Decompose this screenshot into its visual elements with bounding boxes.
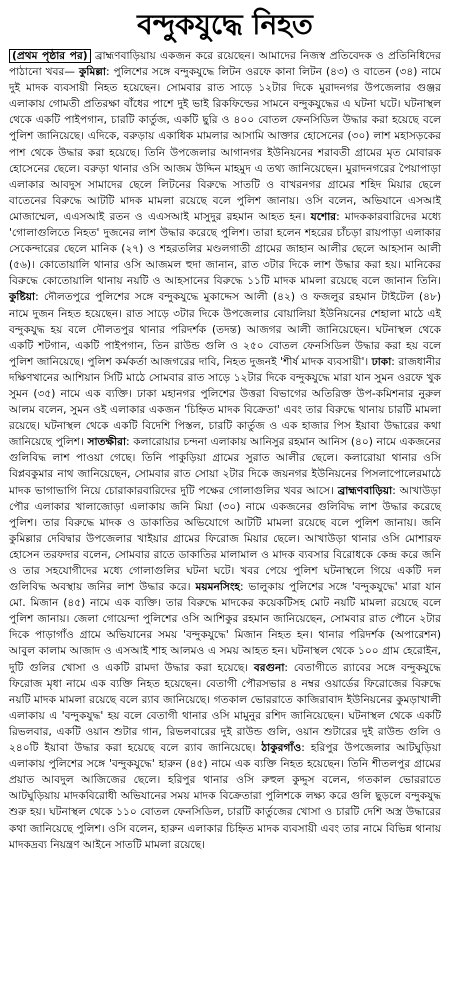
dateline-label: ময়মনসিংহ bbox=[195, 581, 240, 594]
article-segment: : কলারোয়ার চন্দনা এলাকায় আনিসুর রহমান আনিস (৪০) নামে একজনের গুলিবিদ্ধ লাশ পাওয়া গেছে। তিনি পাকুড়িয়া গ্রামের সুরাত আলীর ছেলে। কলারোয়া থানার ওসি বিপ্লবকুমার নাথ জানিয়েছেন, সোমবার রাত সোয়া ২টার দিকে জয়নগর ইউনিয়নের পিসলাপোলেরমাঠে মাদক ভাগাভাগি নিয়ে চোরাকারবারিদের দুটি পক্ষের গোলাগুলির খবর আসে। bbox=[9, 436, 441, 497]
article-segment: : দৌলতপুরে পুলিশের সঙ্গে বন্দুকযুদ্ধে মুকাদ্দেস আলী (৪২) ও ফজলুর রহমান টাইটেল (৪৮) নামে দুজন নিহত হয়েছেন। রাত সাড়ে ৩টার দিকে উপজেলার বোয়ালিয়া ইউনিয়নের শেহালা মাঠে এই বন্দুকযুদ্ধ হয় বলে দৌলতপুর থানার পরিদর্শক (তদন্ত) আজগর আলী জানিয়েছেন। ঘটনাস্থল থেকে একটি শটগান, একটি পাইপগান, তিন রাউন্ড গুলি ও ২৫০ বোতল ফেনসিডিল উদ্ধার করা হয় বলে পুলিশ জানিয়েছে। পুলিশ কর্মকর্তা আজগরের দাবি, নিহত দুজনই 'শীর্ষ মাদক ব্যবসায়ী'। bbox=[9, 291, 441, 368]
article-body bbox=[9, 48, 441, 853]
article-segment: : মাদককারবারিদের মধ্যে 'গোলাগুলিতে নিহত' দুজনের লাশ উদ্ধার করেছে পুলিশ। তারা হলেন শহরের চাঁচড়া রায়পাড়া এলাকার সেকেন্দারের ছেলে মানিক (২৭) ও শহরতলির মণ্ডলগাতী গ্রামের জাহান আলীর ছেলে আহসান আলী (৫৬)। কোতোয়ালি থানার ওসি আজমল হুদা জানান, রাত ৩টার দিকে লাশ উদ্ধার করা হয়। মানিকের বিরুদ্ধে কোতোয়ালি থানায় নয়টি ও আহসানের বিরুদ্ধে ১১টি মাদক মামলা রয়েছে বলে জানান তিনি। bbox=[9, 210, 441, 288]
dateline-label: ব্রাহ্মণবাড়িয়া bbox=[337, 484, 393, 497]
article-segment: : ভালুকায় পুলিশের সঙ্গে 'বন্দুকযুদ্ধে' মারা যান মো. মিজান (৪৫) নামে এক ব্যক্তি। তার বিরুদ্ধে মাদকের কয়েকটিসহ মোট নয়টি মামলা রয়েছে বলে পুলিশ জানায়। জেলা গোয়েন্দা পুলিশের ওসি আশিকুর রহমান জানিয়েছেন, সোমবার রাত পৌনে ২টার দিকে পাড়াগাঁও গ্রামে অভিযানের সময় 'বন্দুকযুদ্ধে' মিজান নিহত হন। থানার পরিদর্শক (অপারেশন) আবুল কালাম আজাদ ও এসআই শাহ আলমও এ সময় আহত হন। ঘটনাস্থল থেকে ১০০ গ্রাম হেরোইন, দুটি গুলির খোসা ও একটি রামদা উদ্ধার করা হয়েছে। bbox=[9, 581, 441, 674]
dateline-label: সাতক্ষীরা bbox=[87, 436, 127, 449]
dateline-label: কুমিল্লা bbox=[79, 66, 106, 79]
dateline-label: যশোর bbox=[310, 210, 337, 223]
headline: বন্দুকযুদ্ধে নিহত bbox=[137, 8, 313, 41]
dateline-label: ঢাকা bbox=[371, 355, 392, 368]
article-segment: : হরিপুর উপজেলার আটঘুড়িয়া এলাকায় পুলিশের সঙ্গে 'বন্দুকযুদ্ধে' হারুন (৪৫) নামে এক ব্যক্তি নিহত হয়েছেন। তিনি শীতলপুর গ্রামের প্রয়াত আবদুল আজিজের ছেলে। হরিপুর থানার ওসি রুহুল কুদ্দুস বলেন, গতকাল ভোররাতে আটঘুড়িয়ায় মাদকবিরোধী অভিযানের সময় মাদক বিক্রেতারা পুলিশকে লক্ষ্য করে গুলি ছুড়লে বন্দুকযুদ্ধ শুরু হয়। ঘটনাস্থল থেকে ১১০ বোতল ফেনসিডিল, চারটি কার্তুজের খোসা ও চারটি দেশি অস্ত্র উদ্ধারের কথা জানিয়েছে পুলিশ। ওসি বলেন, হারুন এলাকার চিহ্নিত মাদক ব্যবসায়ী এবং তার নামে বিভিন্ন থানায় মাদকদ্রব্য নিয়ন্ত্রণ আইনে সাতটি মামলা রয়েছে। bbox=[9, 742, 442, 851]
article-segment: : পুলিশের সঙ্গে বন্দুকযুদ্ধে লিটন ওরফে কানা লিটন (৪৩) ও বাতেন (৩৪) নামে দুই মাদক ব্যবসায়ী নিহত হয়েছেন। সোমবার রাত সাড়ে ১২টার দিকে মুরাদনগর উপজেলার গুঞ্জর এলাকায় গোমতী প্রতিরক্ষা বাঁধের পাশে দুই ভাই রিকফিল্ডের সামনে বন্দুকযুদ্ধের এ ঘটনা ঘটে। ঘটনাস্থল থেকে একটি পাইপগান, চারটি কার্তুজ, একটি ছুরি ও ৪০০ বোতল ফেনসিডিল উদ্ধার করা হয়েছে বলে পুলিশ জানিয়েছে। এদিকে, বরুড়ায় একাধিক মামলার আসামি আক্তার হোসেনের (৩০) লাশ মহাসড়কের পাশ থেকে উদ্ধার করা হয়েছে। তিনি উপজেলার আগানগর ইউনিয়নের শরাবতী গ্রামের মৃত মোবারক হোসেনের ছেলে। বরুড়া থানার ওসি আজম উদ্দিন মাহমুদ এ তথ্য জানিয়েছেন। মুরাদনগরের পৈয়াপাড়া এলাকার আবদুস সামাদের ছেলে লিটনের বিরুদ্ধে সাতটি ও বাখরনগর গ্রামের শহিদ মিয়ার ছেলে বাতেনের বিরুদ্ধে আটটি মাদক মামলা রয়েছে বলে পুলিশ জানায়। ওসি বলেন, অভিযানে এসআই মোজাম্মেল, এএসআই রতন ও এএসআই মাসুদুর রহমান আহত হন। bbox=[9, 66, 441, 223]
article-segment: ব্রাহ্মণবাড়িয়ায় একজন করে রয়েছেন। আমাদের নিজস্ব প্রতিবেদক ও প্রতিনিধিদের পাঠানো খবর— bbox=[9, 50, 441, 79]
continued-from-label: (প্রথম পৃষ্ঠার পর) bbox=[9, 49, 91, 63]
dateline-label: কুষ্টিয়া bbox=[9, 291, 36, 304]
article-text bbox=[9, 50, 441, 851]
article-segment: : আখাউড়া পৌর এলাকার খালাজোড়া এলাকায় জনি মিয়া (৩০) নামে একজনের গুলিবিদ্ধ লাশ উদ্ধার করেছে পুলিশ। তার বিরুদ্ধে মাদক ও ডাকাতির অভিযোগে আটটি মামলা রয়েছে বলে পুলিশ জানায়। জনি কুমিল্লার দেবিদ্বার উপজেলার খাইয়ার গ্রামের ফিরোজ মিয়ার ছেলে। আখাউড়া থানার ওসি মোশারফ হোসেন তরফদার বলেন, সোমবার রাতে ডাকাতির মালামাল ও মাদক ব্যবসার বিরোধকে কেন্দ্র করে জনি ও তার সহযোগীদের মধ্যে গোলাগুলির ঘটনা ঘটে। খবর পেয়ে পুলিশ ঘটনাস্থলে গিয়ে একটি দল গুলিবিদ্ধ অবস্থায় জনির লাশ উদ্ধার করে। bbox=[9, 484, 441, 594]
article-segment: : রাজধানীর দক্ষিণখানের আশিয়ান সিটি মাঠে সোমবার রাত সাড়ে ১২টার দিকে বন্দুকযুদ্ধে মারা যান সুমন ওরফে খুক সুমন (৩৫) নামে এক ব্যক্তি। ঢাকা মহানগর পুলিশের উত্তরা বিভাগের অতিরিক্ত উপ-কমিশনার নুরুল আলম বলেন, সুমন ওই এলাকার একজন 'চিহ্নিত মাদক বিক্রেতা' এবং তার বিরুদ্ধে থানায় চারটি মামলা রয়েছে। ঘটনাস্থল থেকে একটি বিদেশি পিস্তল, চারটি কার্তুজ ও এক হাজার পিস ইয়াবা উদ্ধারের কথা জানিয়েছে পুলিশ। bbox=[9, 355, 441, 449]
dateline-label: বরগুনা bbox=[253, 661, 285, 674]
article-segment: : বেতাগীতে র‍্যাবের সঙ্গে বন্দুকযুদ্ধে ফিরোজ মৃধা নামে এক ব্যক্তি নিহত হয়েছেন। বেতাগী পৌরসভার ৪ নম্বর ওয়ার্ডের ফিরোজের বিরুদ্ধে নয়টি মাদক মামলা রয়েছে বলে র‍্যাব জানিয়েছে। গতকাল ভোররাতে কাজিরাবাদ ইউনিয়নের কুমড়াখালী এলাকায় এ 'বন্দুকযুদ্ধ' হয় বলে বেতাগী থানার ওসি মামুনুর রশিদ জানিয়েছেন। ঘটনাস্থল থেকে একটি রিভলবার, একটি ওয়ান শুটার গান, রিভলবারের দুই রাউন্ড গুলি, ওয়ান শুটারের দুই রাউন্ড গুলি ও ২৪০টি ইয়াবা উদ্ধার করা হয়েছে বলে র‍্যাব জানিয়েছে। bbox=[9, 661, 441, 755]
dateline-label: ঠাকুরগাঁও bbox=[261, 742, 302, 755]
